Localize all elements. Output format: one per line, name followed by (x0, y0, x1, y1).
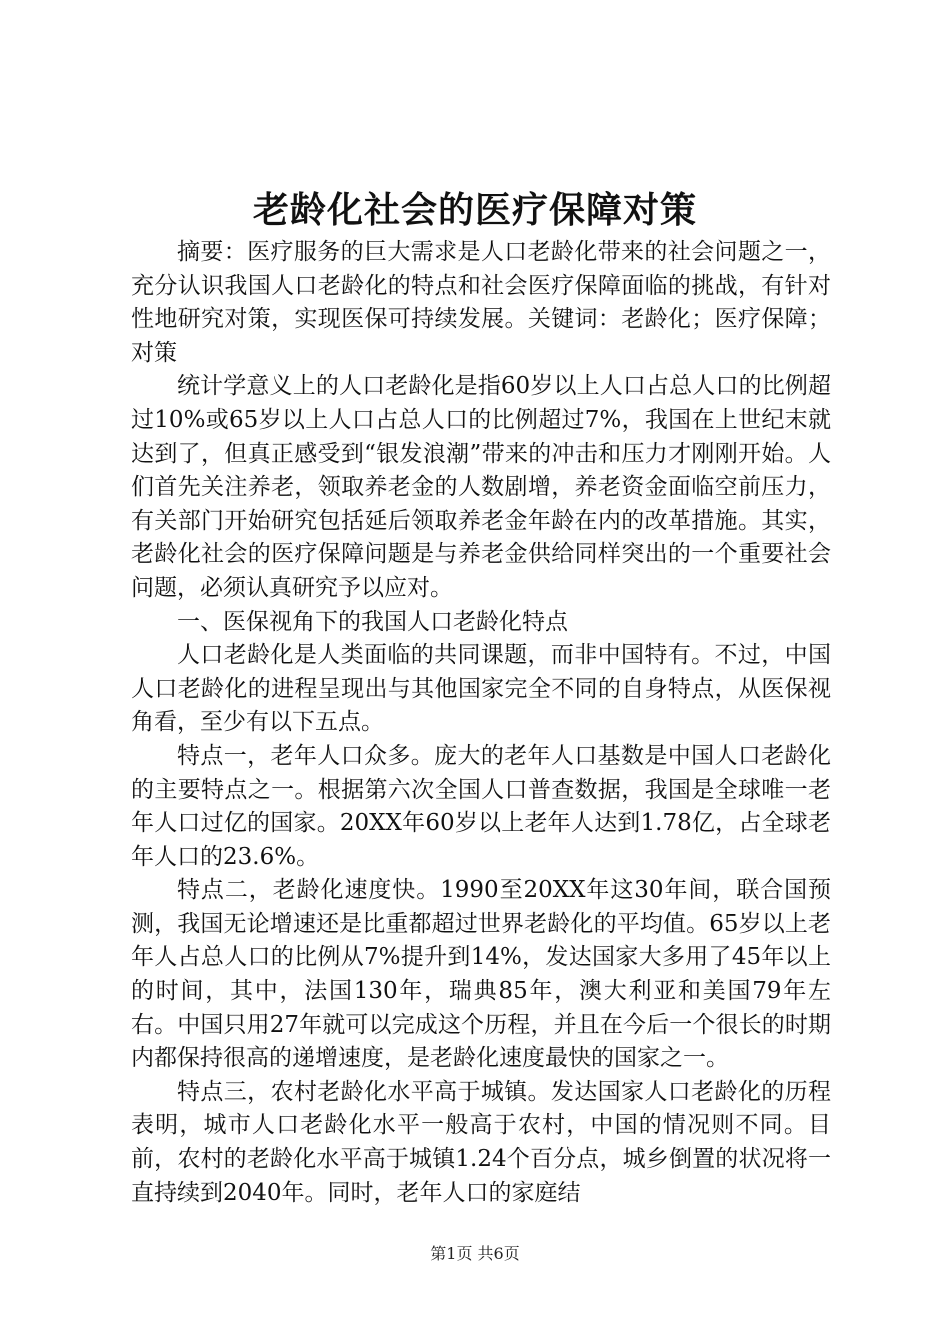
body-paragraph: 统计学意义上的人口老龄化是指60岁以上人口占总人口的比例超过10%或65岁以上人口占总人口的比例超过7%，我国在上世纪末就达到了，但真正感受到“银发浪潮”带来的冲击和压力才刚刚开始。人们首先关注养老，领取养老金的人数剧增，养老资金面临空前压力，有关部门开始研究包括延后领取养老金年龄在内的改革措施。其实，老龄化社会的医疗保障问题是与养老金供给同样突出的一个重要社会问题，必须认真研究予以应对。 (131, 373, 831, 601)
document-title: 老龄化社会的医疗保障对策 (252, 189, 697, 231)
body-paragraph: 人口老龄化是人类面临的共同课题，而非中国特有。不过，中国人口老龄化的进程呈现出与其他国家完全不同的自身特点，从医保视角看，至少有以下五点。 (131, 642, 831, 736)
abstract-paragraph: 摘要：医疗服务的巨大需求是人口老龄化带来的社会问题之一，充分认识我国人口老龄化的特点和社会医疗保障面临的挑战，有针对性地研究对策，实现医保可持续发展。关键词：老龄化；医疗保障；对策 (131, 239, 831, 366)
document-body (131, 236, 831, 1210)
body-paragraph: 特点三，农村老龄化水平高于城镇。发达国家人口老龄化的历程表明，城市人口老龄化水平一般高于农村，中国的情况则不同。目前，农村的老龄化水平高于城镇1.24个百分点，城乡倒置的状况将一直持续到2040年。同时，老年人口的家庭结 (131, 1078, 831, 1206)
body-paragraph: 特点二，老龄化速度快。1990至20XX年这30年间，联合国预测，我国无论增速还是比重都超过世界老龄化的平均值。65岁以上老年人占总人口的比例从7%提升到14%，发达国家大多用了45年以上的时间，其中，法国130年，瑞典85年，澳大利亚和美国79年左右。中国只用27年就可以完成这个历程，并且在今后一个很长的时期内都保持很高的递增速度，是老龄化速度最快的国家之一。 (131, 877, 831, 1072)
body-paragraph: 特点一，老年人口众多。庞大的老年人口基数是中国人口老龄化的主要特点之一。根据第六次全国人口普查数据，我国是全球唯一老年人口过亿的国家。20XX年60岁以上老年人达到1.78亿，占全球老年人口的23.6%。 (131, 742, 831, 870)
page-number-footer: 第1页 共6页 (430, 1244, 520, 1263)
section-heading: 一、医保视角下的我国人口老龄化特点 (177, 608, 568, 635)
